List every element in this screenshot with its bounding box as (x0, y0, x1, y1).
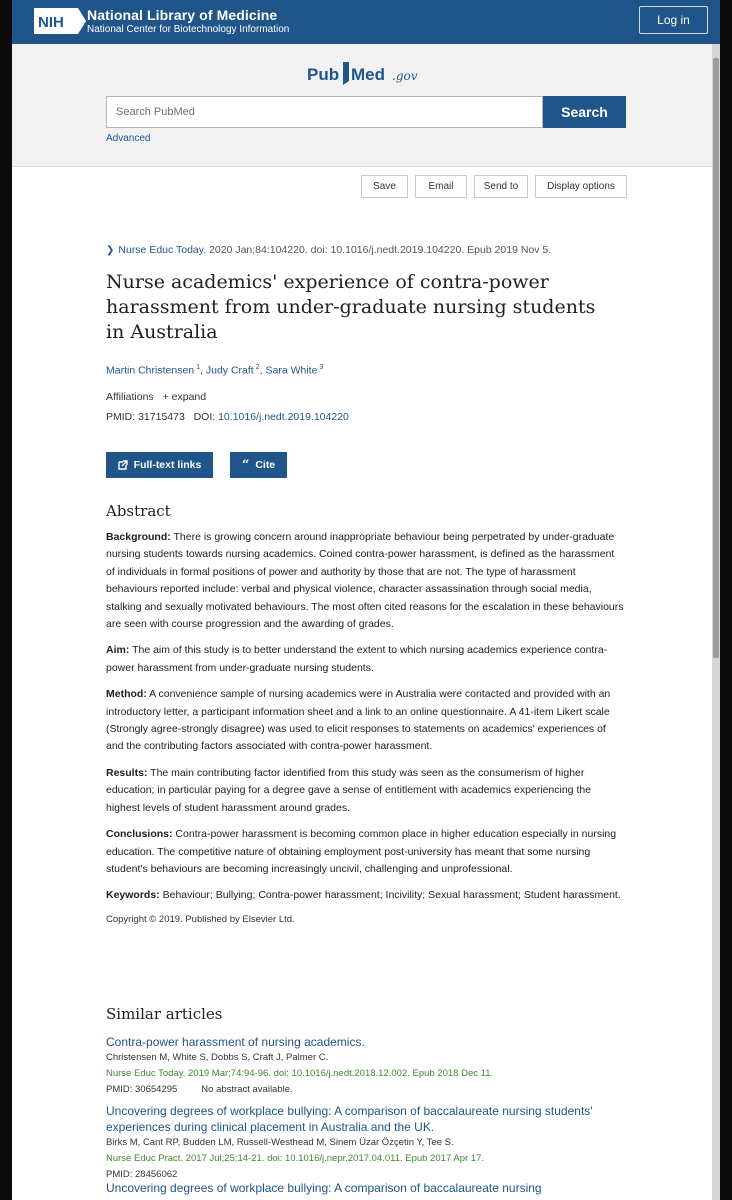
advanced-search-link[interactable]: Advanced (106, 133, 151, 144)
nih-logo-text: NIH (38, 14, 64, 31)
identifiers-row (106, 411, 349, 423)
abstract-method: Method: A convenience sample of nursing academics were in Australia were contacted and provided with an introductory letter, a participant information sheet and a link to an online questionnaire. A 41-item Likert scale (Strongly agree-strongly disagree) was used to elicit responses to statements on academics' experiences of and the contributing factors associated with contra-power harassment. (106, 688, 611, 753)
full-text-links-label: Full-text links (133, 459, 202, 471)
logo-pub: Pub (307, 65, 340, 84)
pmid: PMID: 31715473 (106, 411, 185, 423)
display-options-button[interactable]: Display options (535, 175, 627, 198)
journal-citation (106, 244, 551, 256)
abstract-conclusions: Conclusions: Contra-power harassment is becoming common place in higher education especially in nursing education. The competitive nature of obtaining employment post-university has meant that some nursing student's behaviours are becoming increasingly uncivil, challenging and unprofessional. (106, 828, 617, 875)
article-title: Nurse academics' experience of contra-power harassment from under-graduate nursing students in Australia (106, 271, 596, 343)
send-to-button[interactable]: Send to (474, 175, 528, 198)
expand-label: expand (171, 391, 207, 403)
login-button[interactable]: Log in (639, 6, 708, 34)
author-link[interactable]: Sara White (265, 364, 318, 377)
search-input[interactable] (106, 96, 543, 128)
doi-label: DOI: (193, 411, 216, 423)
similar-article-pmid: PMID: 28456062 (106, 1169, 178, 1180)
email-button[interactable]: Email (415, 175, 467, 198)
similar-article-authors: Birks M, Cant RP, Budden LM, Russell-Westhead M, Sinem Üzar Özçetin Y, Tee S. (106, 1137, 454, 1148)
abstract-keywords: Keywords: Behaviour; Bullying; Contra-power harassment; Incivility; Sexual harassment; Student harassment. (106, 889, 621, 902)
similar-articles-heading: Similar articles (106, 1005, 223, 1023)
citation-details: . 2020 Jan;84:104220. doi: 10.1016/j.nedt.2019.104220. Epub 2019 Nov 5. (203, 244, 552, 256)
quote-icon: “ (241, 457, 250, 473)
abstract-background: Background: There is growing concern around inappropriate behaviour being perpetrated by under-graduate nursing students towards nursing academics. Coined contra-power harassment, is defined as the harassment of individuals in formal positions of power and authority by those that are not. The type of harassment behaviours reported include: verbal and physical violence, character assassination through social media, stalking and sexually motivated behaviours. The most often cited reasons for the escalation in these behaviours are seen with course progression and the awarding of grades. (106, 531, 624, 631)
search-area (12, 44, 712, 167)
author-link[interactable]: Martin Christensen (106, 364, 195, 377)
author-list: Martin Christensen $^1$, Judy Craft $^2$, Sara White $^3$ (106, 364, 324, 377)
logo-gov: .gov (392, 69, 418, 83)
nlm-subtitle: National Center for Biotechnology Information (87, 24, 290, 35)
similar-articles-list (106, 1034, 626, 1196)
abstract-aim: Aim: The aim of this study is to better understand the extent to which nursing academics experience contra-power harassment from under-graduate nursing students. (106, 644, 608, 674)
abstract-heading: Abstract (106, 502, 171, 520)
cite-button[interactable] (230, 452, 287, 478)
similar-article-citation: Nurse Educ Pract. 2017 Jul;25:14-21. doi: 10.1016/j.nepr.2017.04.011. Epub 2017 Apr 17. (106, 1153, 484, 1164)
list-item (106, 1103, 626, 1182)
page-content (12, 44, 712, 1200)
journal-link[interactable]: Nurse Educ Today (118, 244, 204, 256)
expand-affiliations-button[interactable] (163, 391, 207, 403)
copyright-notice: Copyright © 2019. Published by Elsevier Ltd. (106, 913, 295, 925)
affiliations-label: Affiliations (106, 391, 154, 403)
nlm-title[interactable]: National Library of Medicine (87, 7, 278, 23)
affiliation-ref[interactable]: 2 (255, 364, 260, 371)
no-abstract-note: No abstract available. (201, 1084, 293, 1095)
similar-article-authors: Christensen M, White S, Dobbs S, Craft J, Palmer C. (106, 1052, 329, 1063)
author-link[interactable]: Judy Craft (205, 364, 254, 377)
plus-icon: + (162, 391, 169, 403)
doi-link[interactable]: 10.1016/j.nedt.2019.104220 (218, 411, 349, 423)
cite-label: Cite (255, 459, 276, 471)
save-button[interactable]: Save (361, 175, 408, 198)
nlm-header (12, 0, 720, 44)
affiliation-ref[interactable]: 1 (196, 364, 201, 371)
pubmed-logo[interactable] (307, 59, 437, 89)
abstract-results: Results: The main contributing factor identified from this study was seen as the consumerism of higher education; in particular paying for a degree gave a sense of entitlement with academics experiencing the highest levels of student harassment around grades. (106, 766, 592, 814)
abstract-body (106, 529, 626, 925)
similar-article-title[interactable]: Uncovering degrees of workplace bullying: A comparison of baccalaureate nursing students' experiences during clinical placement in Australia and the UK. (106, 1104, 593, 1134)
similar-article-citation: Nurse Educ Today. 2019 Mar;74:94-96. doi: 10.1016/j.nedt.2018.12.002. Epub 2018 Dec 11. (106, 1068, 494, 1079)
logo-med: Med (351, 65, 385, 84)
external-link-icon (118, 460, 128, 470)
list-item (106, 1034, 626, 1097)
article-actions (361, 175, 627, 198)
affiliations-row (106, 391, 206, 403)
scrollbar-thumb[interactable] (713, 58, 719, 658)
similar-article-pmid: PMID: 30654295 (106, 1084, 178, 1095)
search-button[interactable]: Search (543, 96, 626, 128)
similar-article-pmid-row (106, 1082, 626, 1097)
similar-article-title[interactable]: Contra-power harassment of nursing academics. (106, 1035, 365, 1049)
full-text-links-button[interactable] (106, 452, 213, 478)
similar-article-title-cutoff[interactable]: Uncovering degrees of workplace bullying: A comparison of baccalaureate nursing (106, 1181, 542, 1195)
affiliation-ref[interactable]: 3 (319, 364, 324, 371)
chevron-right-icon: ❯ (106, 245, 115, 256)
nih-logo[interactable] (34, 8, 86, 34)
